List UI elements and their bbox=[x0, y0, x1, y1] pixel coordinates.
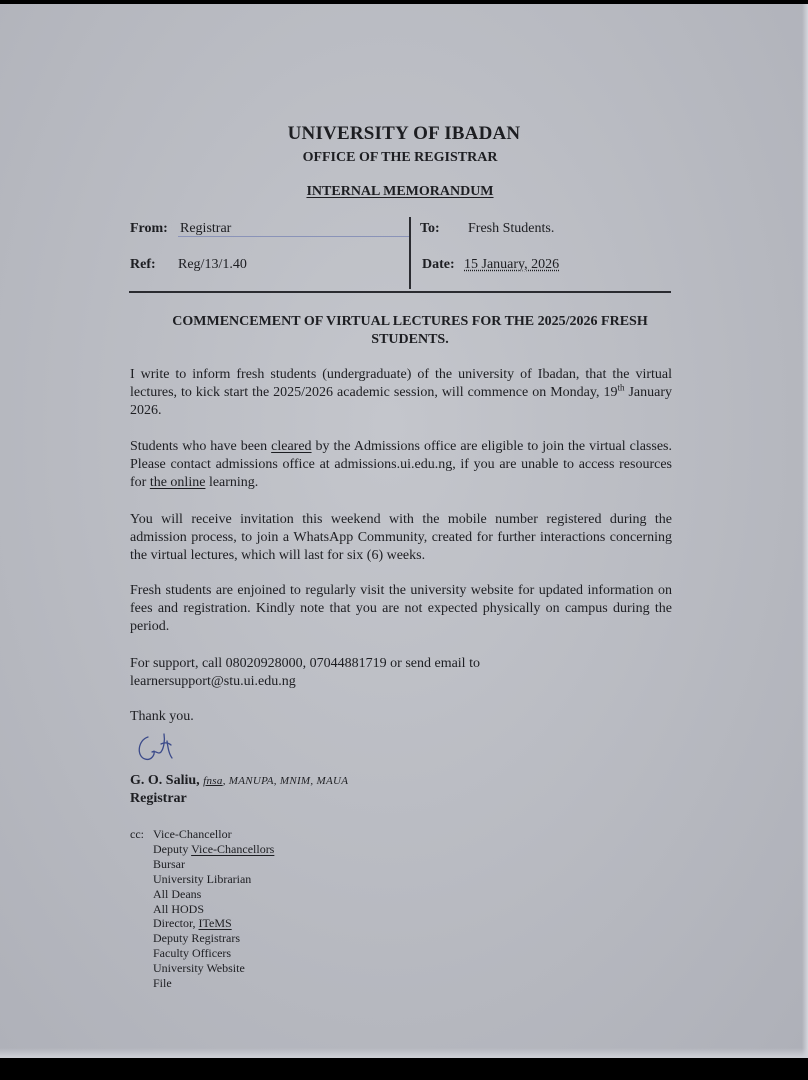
to-label: To: bbox=[420, 221, 440, 236]
cc-label: cc: bbox=[130, 827, 144, 841]
cc-recipient: University Librarian bbox=[153, 871, 252, 886]
cc-recipient: Bursar bbox=[153, 856, 185, 871]
cc-list bbox=[153, 827, 274, 991]
date-value: 15 January, 2026 bbox=[464, 257, 560, 272]
header-divider-vertical bbox=[409, 217, 411, 289]
cc-recipient: Faculty Officers bbox=[153, 946, 232, 961]
signer-title: Registrar bbox=[130, 791, 187, 806]
signer-qual-rest: , MANUPA, MNIM, MAUA bbox=[222, 775, 349, 787]
memo-subject: COMMENCEMENT OF VIRTUAL LECTURES FOR THE 2025/2026 FRESH STUDENTS. bbox=[172, 314, 648, 347]
signer-name: G. O. Saliu, bbox=[130, 773, 200, 788]
cc-recipient: Vice-Chancellor bbox=[153, 827, 232, 841]
online-phrase: the online bbox=[149, 475, 206, 490]
cc-recipient: Deputy Registrars bbox=[153, 931, 240, 946]
paragraph-website: Fresh students are enjoined to regularly visit the university website for updated information on fees and registration. Kindly note that you are not expected physically on campus during the period. bbox=[130, 583, 672, 634]
to-value: Fresh Students. bbox=[468, 221, 555, 236]
cc-recipient-underlined: Vice-Chancellors bbox=[191, 841, 275, 856]
university-name: UNIVERSITY OF IBADAN bbox=[287, 123, 521, 144]
cc-recipient: All Deans bbox=[153, 886, 202, 901]
cc-recipient: Director, ITeMS bbox=[153, 916, 232, 931]
paragraph-commencement bbox=[130, 366, 672, 420]
photo-edge-right bbox=[802, 4, 808, 1058]
header-divider-horizontal bbox=[129, 291, 671, 293]
date-label: Date: bbox=[422, 257, 455, 272]
from-value: Registrar bbox=[180, 221, 232, 236]
ordinal-suffix: th bbox=[617, 382, 625, 393]
paragraph-commencement-end: January 2026. bbox=[130, 385, 672, 418]
memo-type: INTERNAL MEMORANDUM bbox=[306, 184, 494, 199]
cleared-word: cleared bbox=[271, 439, 312, 454]
paragraph-eligibility-text: Students who have been bbox=[130, 439, 272, 454]
signer-qualifications bbox=[203, 775, 348, 787]
cc-recipient-underlined: ITeMS bbox=[198, 916, 232, 931]
signature-icon bbox=[134, 728, 184, 768]
paragraph-whatsapp: You will receive invitation this weekend with the mobile number registered during the admission process, to join a WhatsApp Community, created for further interactions concerning the virtual lectures, which will last for six (6) weeks. bbox=[130, 512, 672, 563]
paragraph-commencement-text: I write to inform fresh students (undergraduate) of the university of Ibadan, that the virtual lectures, to kick start the 2025/2026 academic session, will commence on Monday, 19 bbox=[130, 367, 672, 400]
cc-recipient: All HODS bbox=[153, 901, 205, 916]
ref-value: Reg/13/1.40 bbox=[178, 257, 247, 272]
from-underline bbox=[178, 236, 410, 237]
from-label: From: bbox=[130, 221, 168, 236]
cc-recipient: University Website bbox=[153, 961, 245, 976]
paragraph-eligibility-middle: by the Admissions office are eligible to join the virtual classes. Please contact admissions office at admissions.ui.edu.ng, if you are unable to access resources for bbox=[130, 439, 672, 490]
ref-label: Ref: bbox=[130, 257, 156, 272]
memo-photo bbox=[0, 4, 808, 1058]
cc-recipient: File bbox=[153, 976, 172, 991]
thank-you: Thank you. bbox=[130, 709, 194, 724]
cc-recipient: Deputy Vice-Chancellors bbox=[153, 841, 275, 856]
signer-line bbox=[130, 773, 348, 789]
photo-edge-bottom bbox=[0, 1048, 808, 1058]
paragraph-eligibility-end: learning. bbox=[205, 475, 259, 490]
signer-qual-fnsa: fnsa bbox=[203, 775, 223, 787]
paragraph-eligibility bbox=[130, 438, 672, 492]
office-name: OFFICE OF THE REGISTRAR bbox=[302, 150, 498, 165]
paragraph-support: For support, call 08020928000, 07044881719 or send email to learnersupport@stu.ui.edu.ng bbox=[130, 656, 480, 689]
